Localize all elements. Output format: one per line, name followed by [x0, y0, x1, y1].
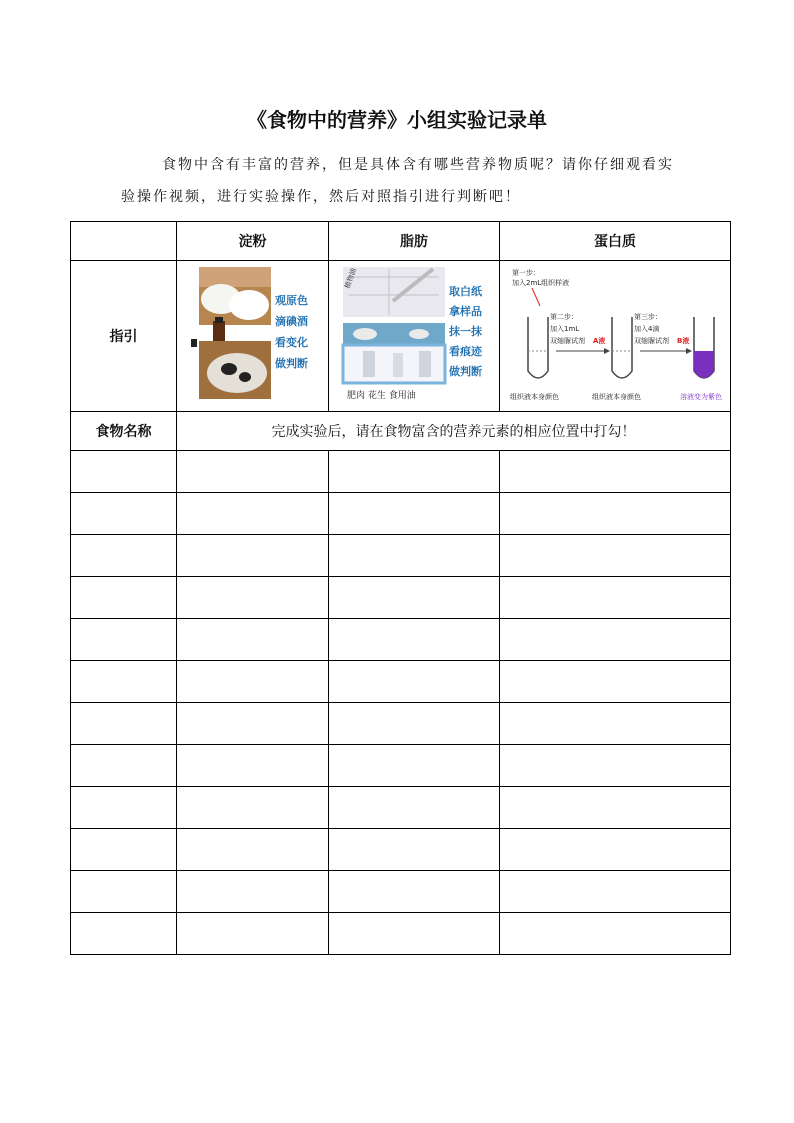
protein-check-cell[interactable] — [500, 619, 731, 661]
starch-check-cell[interactable] — [177, 493, 329, 535]
fat-check-cell[interactable] — [329, 913, 500, 955]
tube3-label: 溶液变为紫色 — [680, 393, 722, 401]
food-name-cell[interactable] — [71, 535, 177, 577]
food-name-cell[interactable] — [71, 829, 177, 871]
fat-paper-label: 植物油 — [343, 267, 359, 290]
protein-step2-title: 第二步： — [550, 313, 578, 321]
food-name-cell[interactable] — [71, 661, 177, 703]
fat-check-cell[interactable] — [329, 745, 500, 787]
header-row — [71, 222, 731, 261]
food-name-cell[interactable] — [71, 703, 177, 745]
fat-guide-illustration — [329, 261, 499, 407]
table-row — [71, 787, 731, 829]
experiment-record-table — [70, 221, 731, 955]
fat-check-cell[interactable] — [329, 451, 500, 493]
starch-step-4: 做判断 — [275, 357, 308, 370]
protein-step2-reagent: A液 — [593, 337, 606, 345]
food-name-cell[interactable] — [71, 913, 177, 955]
fat-samples-label: 肥肉 花生 食用油 — [347, 391, 416, 401]
guide-row — [71, 261, 731, 412]
instruction-text: 完成实验后，请在食物富含的营养元素的相应位置中打勾！ — [177, 412, 731, 451]
protein-check-cell[interactable] — [500, 745, 731, 787]
table-row — [71, 871, 731, 913]
fat-guide-cell — [329, 261, 500, 412]
starch-check-cell[interactable] — [177, 703, 329, 745]
protein-step3-line1: 加入4滴 — [634, 325, 660, 333]
protein-check-cell[interactable] — [500, 829, 731, 871]
header-fat: 脂肪 — [329, 222, 500, 261]
intro-line-2: 验操作视频，进行实验操作，然后对照指引进行判断吧！ — [121, 189, 521, 205]
protein-step1-title: 第一步： — [512, 269, 540, 277]
starch-check-cell[interactable] — [177, 619, 329, 661]
table-row — [71, 535, 731, 577]
page-title: 《食物中的营养》小组实验记录单 — [247, 108, 547, 132]
table-row — [71, 913, 731, 955]
food-name-cell[interactable] — [71, 577, 177, 619]
fat-check-cell[interactable] — [329, 661, 500, 703]
food-name-cell[interactable] — [71, 787, 177, 829]
table-row — [71, 661, 731, 703]
protein-step2-line2: 双缩脲试剂 — [550, 337, 585, 345]
protein-check-cell[interactable] — [500, 577, 731, 619]
food-name-cell[interactable] — [71, 745, 177, 787]
starch-guide-illustration — [177, 261, 328, 407]
starch-check-cell[interactable] — [177, 913, 329, 955]
food-name-cell[interactable] — [71, 871, 177, 913]
fat-check-cell[interactable] — [329, 619, 500, 661]
intro-line-1: 食物中含有丰富的营养，但是具体含有哪些营养物质呢？请你仔细观看实 — [162, 157, 674, 173]
protein-check-cell[interactable] — [500, 703, 731, 745]
starch-check-cell[interactable] — [177, 451, 329, 493]
protein-step1-detail: 加入2mL组织样液 — [512, 279, 570, 287]
header-protein: 蛋白质 — [500, 222, 731, 261]
test-tube-1 — [528, 317, 548, 378]
tube1-label: 组织液本身颜色 — [510, 393, 559, 401]
fat-check-cell[interactable] — [329, 703, 500, 745]
guide-label: 指引 — [71, 261, 177, 412]
table-row — [71, 619, 731, 661]
fat-step-1: 取白纸 — [449, 285, 482, 298]
protein-step3-line2: 双缩脲试剂 — [634, 337, 669, 345]
tube2-label: 组织液本身颜色 — [592, 393, 641, 401]
protein-check-cell[interactable] — [500, 787, 731, 829]
starch-check-cell[interactable] — [177, 871, 329, 913]
fat-step-5: 做判断 — [449, 365, 482, 378]
food-name-label: 食物名称 — [71, 412, 177, 451]
protein-check-cell[interactable] — [500, 535, 731, 577]
protein-check-cell[interactable] — [500, 661, 731, 703]
starch-check-cell[interactable] — [177, 535, 329, 577]
starch-step-3: 看变化 — [275, 336, 308, 349]
starch-check-cell[interactable] — [177, 745, 329, 787]
test-tube-2 — [612, 317, 632, 378]
starch-check-cell[interactable] — [177, 829, 329, 871]
food-name-cell[interactable] — [71, 619, 177, 661]
protein-step3-title: 第三步： — [634, 313, 662, 321]
table-row — [71, 829, 731, 871]
fat-step-4: 看痕迹 — [449, 345, 482, 358]
food-name-row — [71, 412, 731, 451]
starch-step-1: 观原色 — [275, 294, 308, 307]
header-empty-cell — [71, 222, 177, 261]
fat-check-cell[interactable] — [329, 577, 500, 619]
protein-step2-line1: 加入1mL — [550, 325, 580, 333]
protein-guide-illustration — [500, 261, 730, 407]
fat-step-3: 抹一抹 — [449, 325, 482, 338]
header-starch: 淀粉 — [177, 222, 329, 261]
starch-guide-cell — [177, 261, 329, 412]
starch-check-cell[interactable] — [177, 577, 329, 619]
protein-check-cell[interactable] — [500, 493, 731, 535]
protein-step3-reagent: B液 — [677, 337, 690, 345]
protein-check-cell[interactable] — [500, 451, 731, 493]
protein-check-cell[interactable] — [500, 871, 731, 913]
fat-check-cell[interactable] — [329, 787, 500, 829]
fat-check-cell[interactable] — [329, 493, 500, 535]
fat-check-cell[interactable] — [329, 871, 500, 913]
fat-check-cell[interactable] — [329, 535, 500, 577]
table-row — [71, 745, 731, 787]
starch-step-2: 滴碘酒 — [275, 315, 308, 328]
table-row — [71, 703, 731, 745]
food-name-cell[interactable] — [71, 451, 177, 493]
food-name-cell[interactable] — [71, 493, 177, 535]
starch-check-cell[interactable] — [177, 661, 329, 703]
table-row — [71, 577, 731, 619]
protein-guide-cell — [500, 261, 731, 412]
starch-check-cell[interactable] — [177, 787, 329, 829]
fat-check-cell[interactable] — [329, 829, 500, 871]
protein-check-cell[interactable] — [500, 913, 731, 955]
fat-step-2: 拿样品 — [449, 305, 482, 318]
table-row — [71, 451, 731, 493]
table-row — [71, 493, 731, 535]
